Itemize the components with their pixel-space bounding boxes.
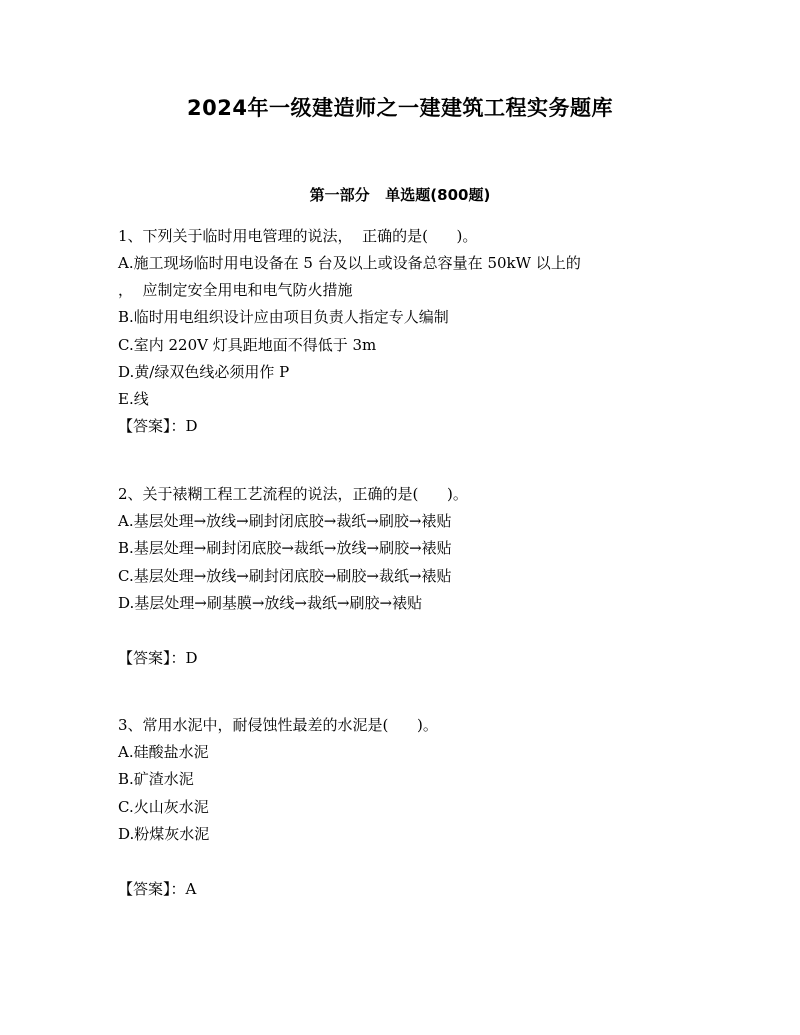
question-1-option-d: D.黄/绿双色线必须用作 P — [118, 363, 290, 381]
question-2-option-a: A.基层处理→放线→刷封闭底胶→裁纸→刷胶→裱贴 — [118, 512, 452, 530]
section-title: 第一部分 单选题(800题) — [309, 186, 491, 204]
answer-value: D — [185, 417, 198, 435]
question-3-option-d: D.粉煤灰水泥 — [118, 825, 210, 843]
question-1-answer — [118, 416, 198, 436]
question-2-option-b: B.基层处理→刷封闭底胶→裁纸→放线→刷胶→裱贴 — [118, 539, 452, 557]
answer-label: 【答案】： — [118, 649, 186, 667]
question-1-stem: 1、下列关于临时用电管理的说法， 正确的是( )。 — [118, 227, 478, 245]
answer-value: A — [185, 880, 197, 898]
question-3-option-c: C.火山灰水泥 — [118, 798, 209, 816]
question-2-stem: 2、关于裱糊工程工艺流程的说法，正确的是( )。 — [118, 485, 468, 503]
answer-label: 【答案】： — [118, 417, 186, 435]
question-2-option-d: D.基层处理→刷基膜→放线→裁纸→刷胶→裱贴 — [118, 594, 423, 612]
document-title: 2024年一级建造师之一建建筑工程实务题库 — [187, 96, 613, 120]
question-1-option-a: A.施工现场临时用电设备在 5 台及以上或设备总容量在 50kW 以上的 — [118, 254, 581, 272]
question-1-option-c: C.室内 220V 灯具距地面不得低于 3m — [118, 336, 377, 354]
question-3-option-b: B.矿渣水泥 — [118, 770, 194, 788]
question-1-option-e: E.线 — [118, 390, 149, 408]
answer-value: D — [185, 649, 198, 667]
question-2-option-c: C.基层处理→放线→刷封闭底胶→刷胶→裁纸→裱贴 — [118, 567, 452, 585]
answer-label: 【答案】： — [118, 880, 186, 898]
question-2-answer — [118, 648, 198, 668]
question-1-option-b: B.临时用电组织设计应由项目负责人指定专人编制 — [118, 308, 449, 326]
question-3-option-a: A.硅酸盐水泥 — [118, 743, 209, 761]
question-1-option-a-cont: ， 应制定安全用电和电气防火措施 — [118, 281, 353, 299]
question-3-answer — [118, 879, 196, 899]
question-3-stem: 3、常用水泥中，耐侵蚀性最差的水泥是( )。 — [118, 716, 438, 734]
